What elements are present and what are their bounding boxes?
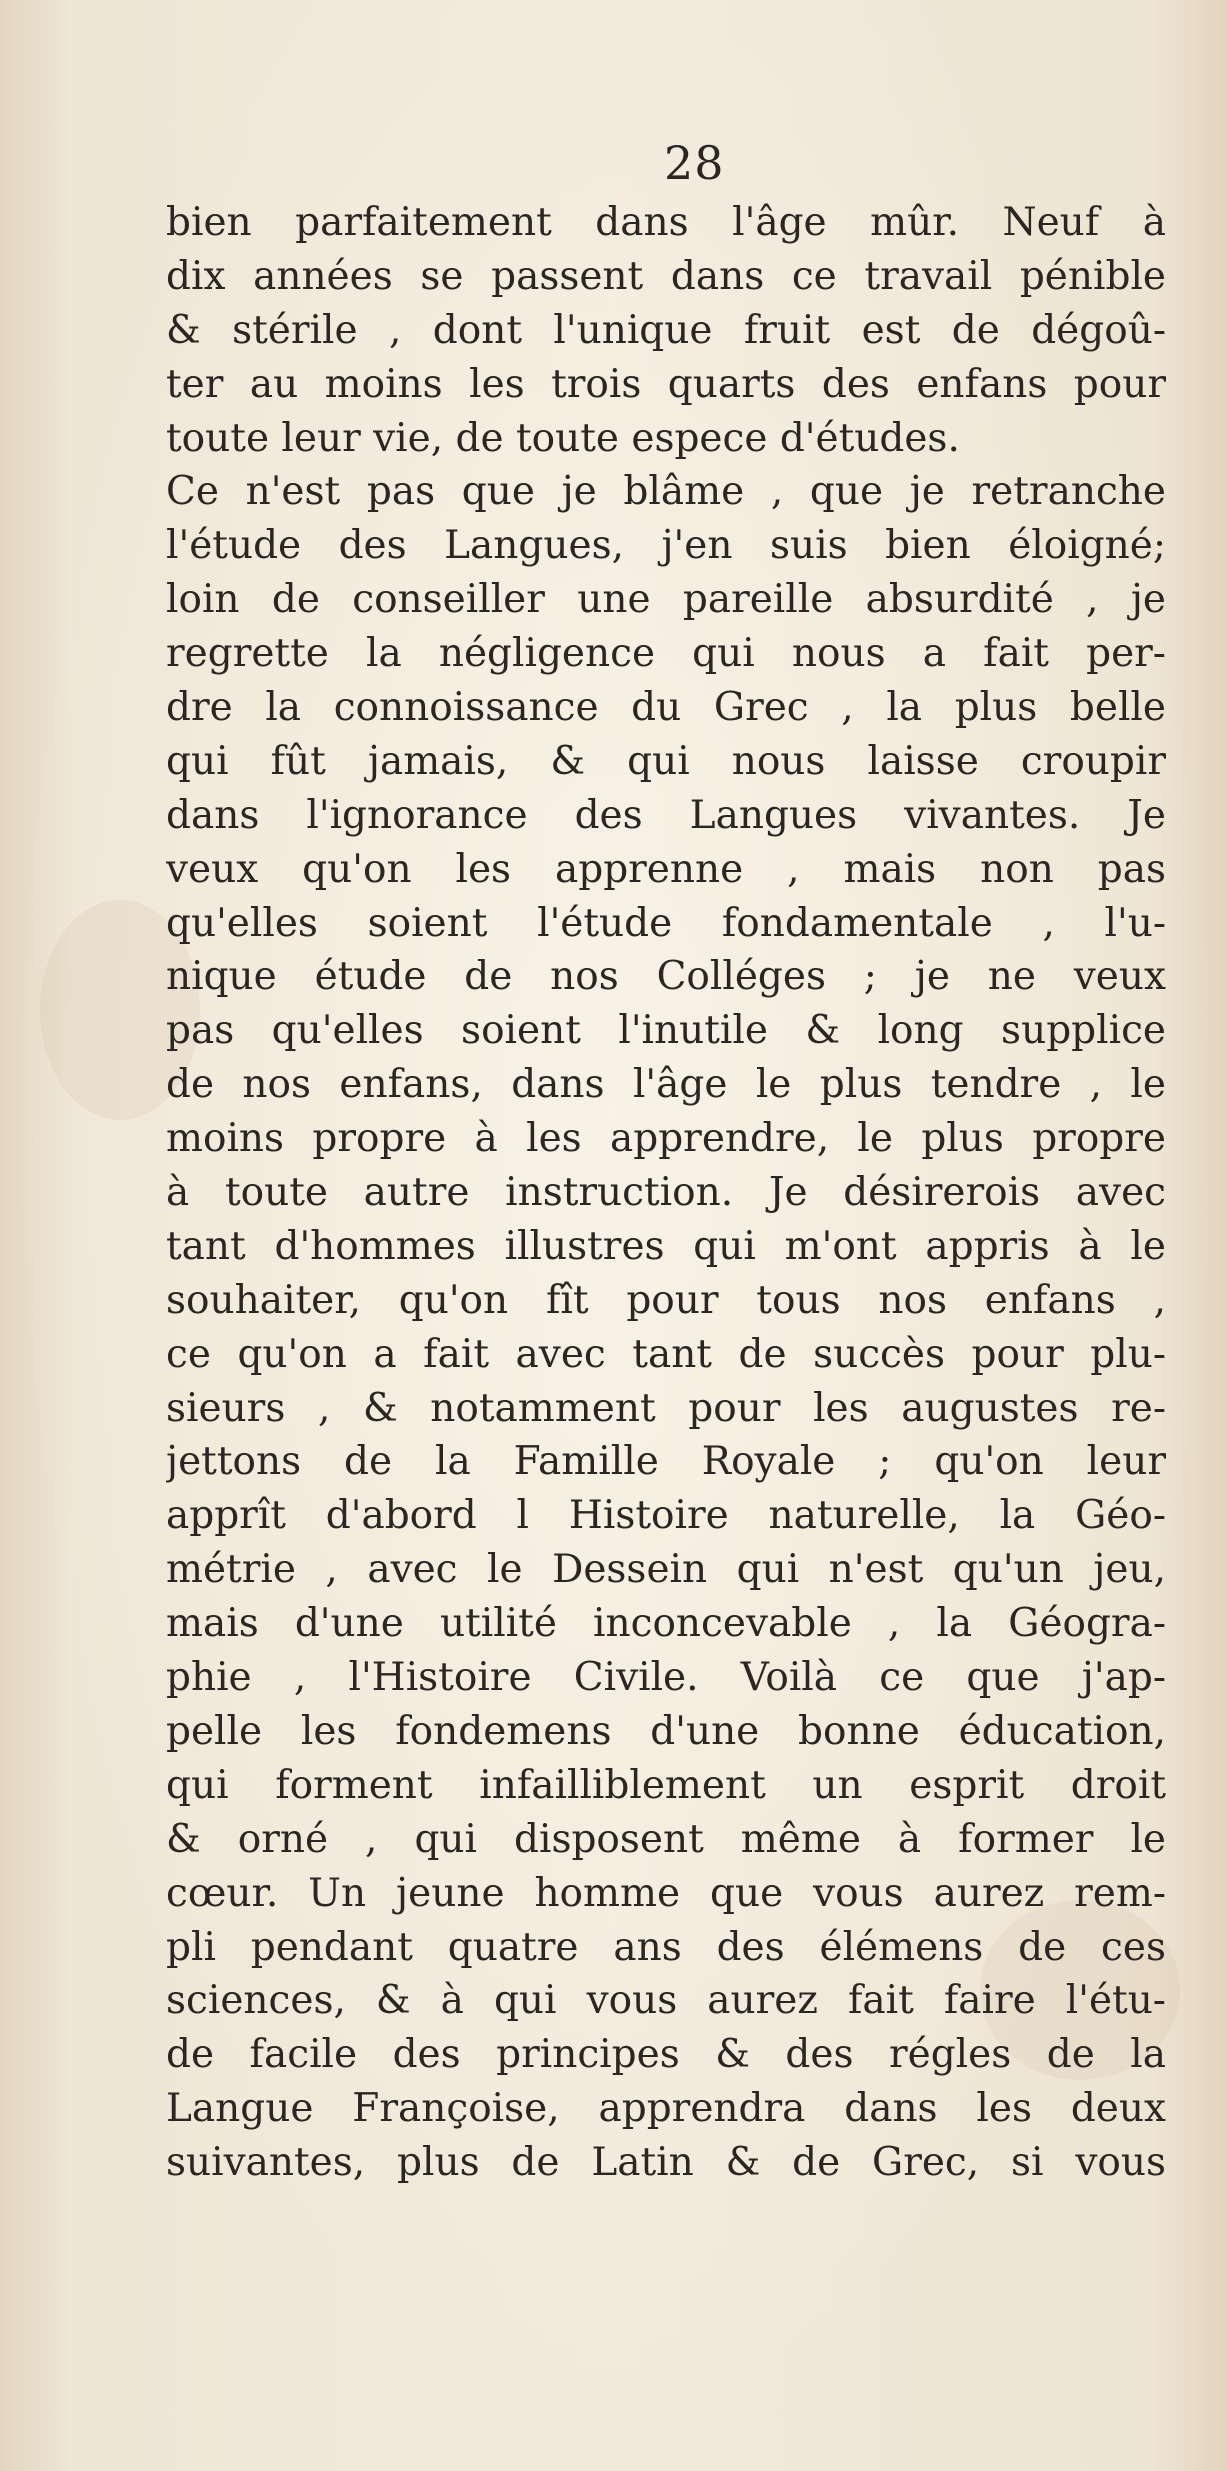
text-line: & orné , qui disposent même à former le xyxy=(166,1816,1166,1862)
text-line: nique étude de nos Colléges ; je ne veux xyxy=(166,954,1166,1000)
text-line: toute leur vie, de toute espece d'études. xyxy=(166,415,960,461)
text-line: bien parfaitement dans l'âge mûr. Neuf à xyxy=(166,200,1166,245)
text-line: de nos enfans, dans l'âge le plus tendre , le xyxy=(166,1062,1166,1108)
text-line: sieurs , & notamment pour les augustes re- xyxy=(166,1385,1166,1431)
text-line: dans l'ignorance des Langues vivantes. Je xyxy=(166,792,1166,838)
text-line: sciences, & à qui vous aurez fait faire l'étu- xyxy=(166,1978,1166,2024)
text-line: ce qu'on a fait avec tant de succès pour plu- xyxy=(166,1331,1166,1377)
text-line: moins propre à les apprendre, le plus propre xyxy=(166,1116,1166,1162)
text-line: qu'elles soient l'étude fondamentale , l'u- xyxy=(166,900,1166,946)
text-line: ter au moins les trois quarts des enfans pour xyxy=(166,361,1166,407)
text-line: cœur. Un jeune homme que vous aurez rem- xyxy=(166,1870,1166,1916)
text-line: & stérile , dont l'unique fruit est de dégoû- xyxy=(166,307,1166,353)
text-line: pelle les fondemens d'une bonne éducation, xyxy=(166,1708,1166,1754)
text-line: souhaiter, qu'on fît pour tous nos enfans , xyxy=(166,1277,1166,1323)
text-line: dre la connoissance du Grec , la plus belle xyxy=(166,685,1166,731)
text-line: pli pendant quatre ans des élémens de ces xyxy=(166,1924,1166,1970)
text-line: suivantes, plus de Latin & de Grec, si vous xyxy=(166,2140,1166,2186)
text-line: l'étude des Langues, j'en suis bien éloigné; xyxy=(166,523,1166,569)
text-line: veux qu'on les apprenne , mais non pas xyxy=(166,846,1166,892)
text-line: jettons de la Famille Royale ; qu'on leur xyxy=(166,1439,1166,1485)
text-line: loin de conseiller une pareille absurdité , je xyxy=(166,577,1166,623)
text-line: pas qu'elles soient l'inutile & long supplice xyxy=(166,1008,1166,1054)
text-line: à toute autre instruction. Je désirerois avec xyxy=(166,1170,1166,1216)
text-line: Langue Françoise, apprendra dans les deux xyxy=(166,2086,1166,2132)
page-number: 28 xyxy=(664,136,725,190)
text-line: dix années se passent dans ce travail pénible xyxy=(166,253,1166,299)
text-line: qui forment infailliblement un esprit droit xyxy=(166,1762,1166,1808)
text-line: tant d'hommes illustres qui m'ont appris à le xyxy=(166,1223,1166,1269)
text-line: apprît d'abord l Histoire naturelle, la Géo- xyxy=(166,1493,1166,1539)
text-line: phie , l'Histoire Civile. Voilà ce que j'ap- xyxy=(166,1655,1166,1701)
body-text xyxy=(166,196,1166,2190)
text-line: qui fût jamais, & qui nous laisse croupir xyxy=(166,738,1166,784)
text-line: mais d'une utilité inconcevable , la Géogra- xyxy=(166,1601,1166,1647)
text-line: Ce n'est pas que je blâme , que je retranche xyxy=(166,469,1166,515)
text-line: regrette la négligence qui nous a fait per- xyxy=(166,631,1166,677)
text-line: de facile des principes & des régles de la xyxy=(166,2032,1166,2078)
text-line: métrie , avec le Dessein qui n'est qu'un jeu, xyxy=(166,1547,1166,1593)
